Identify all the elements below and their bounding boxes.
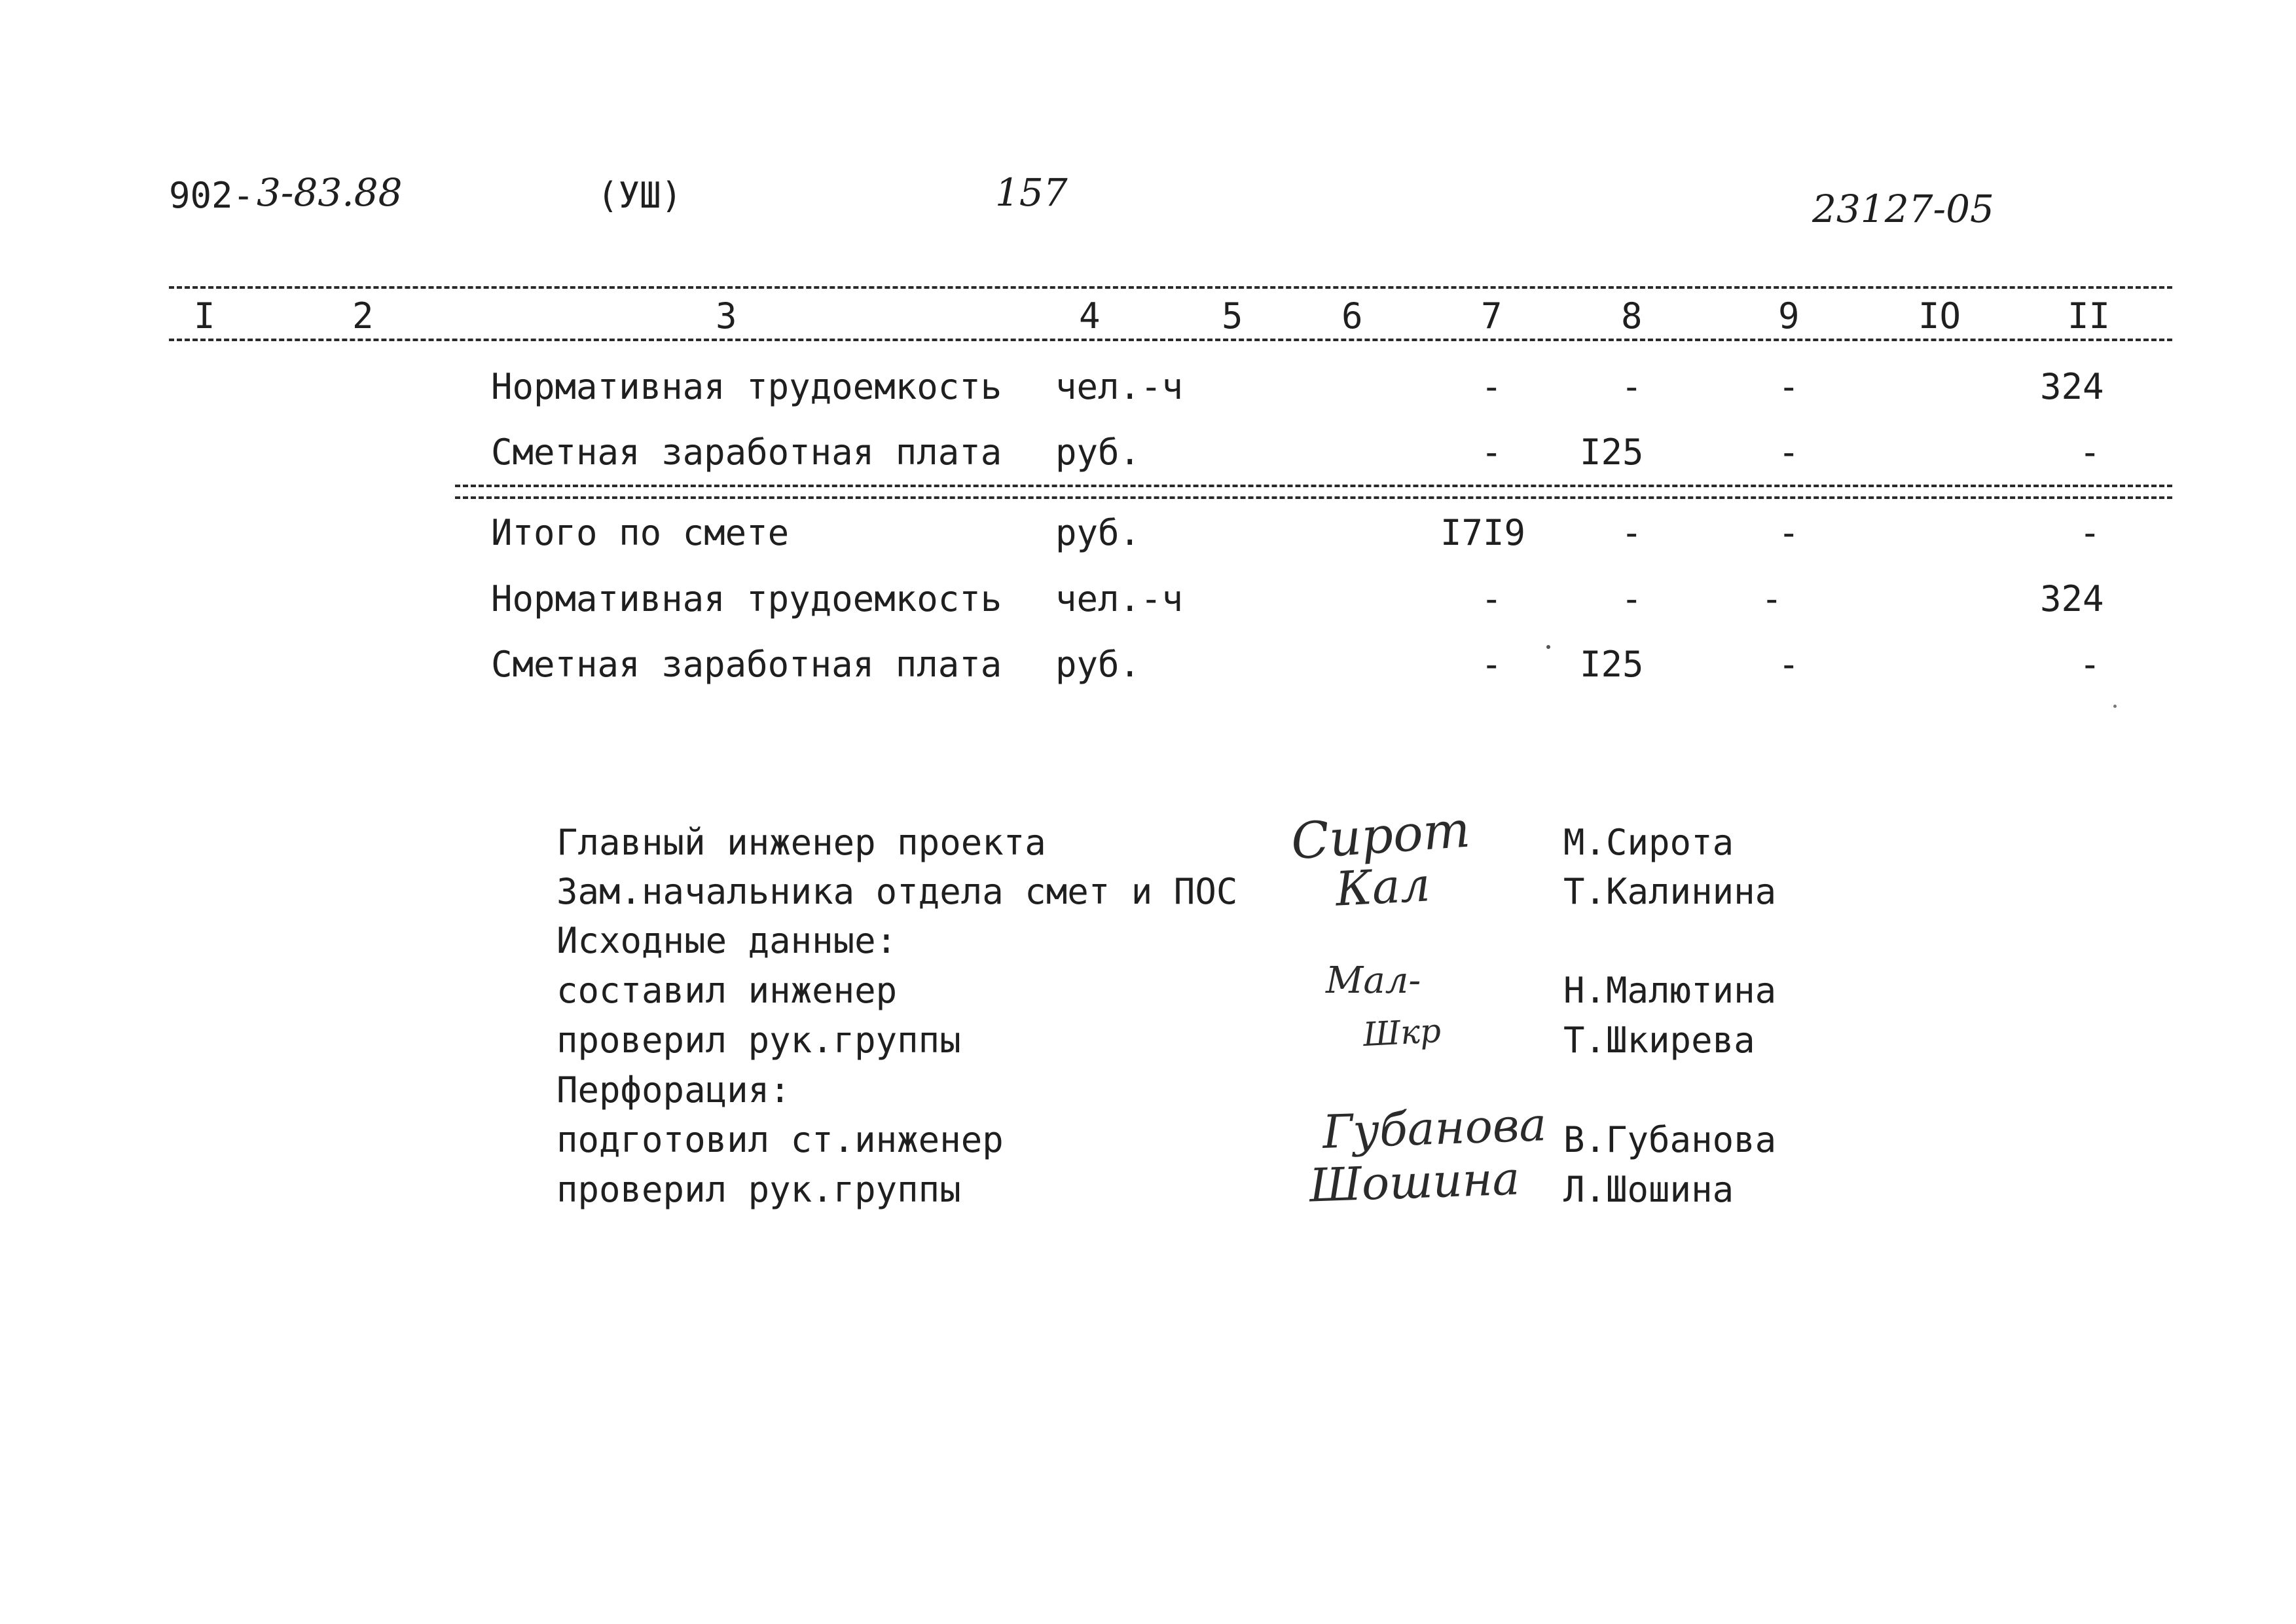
cell-col7: -: [1481, 578, 1503, 619]
cell-col9: -: [1778, 366, 1800, 407]
column-number: II: [2068, 295, 2111, 337]
column-number: 3: [716, 295, 737, 337]
cell-col7: I7I9: [1440, 512, 1526, 553]
cell-col9: -: [1778, 644, 1800, 685]
row-unit: руб.: [1055, 512, 1141, 553]
column-number: IO: [1918, 295, 1961, 337]
cell-col7: -: [1481, 366, 1503, 407]
section-code: (УШ): [597, 175, 683, 216]
document-code: 902-: [169, 175, 255, 216]
subtotal-rule-top: [455, 485, 2172, 487]
cell-col9: -: [1778, 512, 1800, 553]
cell-col8: -: [1621, 366, 1643, 407]
handwritten-signature: Сирот: [1289, 800, 1472, 871]
cell-col11: -: [2079, 432, 2101, 473]
cell-col8: I25: [1580, 644, 1644, 685]
signature-role: Главный инженер проекта: [556, 822, 1046, 863]
column-number: 7: [1481, 295, 1503, 337]
table-header-rule: [169, 339, 2172, 341]
row-unit: чел.-ч: [1055, 578, 1184, 619]
handwritten-signature: Губанова: [1321, 1098, 1548, 1159]
handwritten-signature: Шошина: [1308, 1151, 1521, 1213]
handwritten-signature: Мал-: [1326, 959, 1421, 1002]
signature-role: подготовил ст.инженер: [556, 1119, 1004, 1160]
cell-col11: -: [2079, 512, 2101, 553]
column-number: 8: [1621, 295, 1643, 337]
signature-role: Перфорация:: [556, 1069, 791, 1111]
cell-col7: -: [1481, 644, 1503, 685]
row-name: Нормативная трудоемкость: [491, 366, 1002, 407]
scan-speck: [1546, 645, 1550, 649]
row-unit: руб.: [1055, 432, 1141, 473]
row-name: Итого по смете: [491, 512, 790, 553]
column-number: 9: [1778, 295, 1800, 337]
signatory-name: Т.Калинина: [1563, 871, 1777, 912]
row-unit: руб.: [1055, 644, 1141, 685]
cell-col11: -: [2079, 644, 2101, 685]
cell-col9: -: [1761, 578, 1783, 619]
row-name: Нормативная трудоемкость: [491, 578, 1002, 619]
row-name: Сметная заработная плата: [491, 432, 1002, 473]
signature-role: проверил рук.группы: [556, 1020, 961, 1061]
cell-col8: -: [1621, 578, 1643, 619]
cell-col11: 324: [2040, 366, 2104, 407]
signature-role: проверил рук.группы: [556, 1169, 961, 1210]
cell-col7: -: [1481, 432, 1503, 473]
signature-role: составил инженер: [556, 970, 898, 1011]
cell-col8: -: [1621, 512, 1643, 553]
column-number: 5: [1222, 295, 1243, 337]
column-number: I: [194, 295, 215, 337]
page-number: 157: [995, 170, 1068, 215]
handwritten-signature: Шкр: [1362, 1011, 1442, 1054]
signatory-name: Н.Малютина: [1563, 970, 1777, 1011]
column-number: 4: [1079, 295, 1101, 337]
signature-role: Зам.начальника отдела смет и ПОС: [556, 871, 1238, 912]
row-name: Сметная заработная плата: [491, 644, 1002, 685]
signatory-name: Т.Шкирева: [1563, 1020, 1755, 1061]
table-top-rule: [169, 286, 2172, 289]
row-unit: чел.-ч: [1055, 366, 1184, 407]
cell-col11: 324: [2040, 578, 2104, 619]
column-number: 6: [1341, 295, 1363, 337]
signatory-name: М.Сирота: [1563, 822, 1734, 863]
signatory-name: Л.Шошина: [1563, 1169, 1734, 1210]
cell-col9: -: [1778, 432, 1800, 473]
signature-role: Исходные данные:: [556, 920, 898, 961]
cell-col8: I25: [1580, 432, 1644, 473]
document-id: 23127-05: [1812, 187, 1994, 231]
column-number: 2: [352, 295, 374, 337]
subtotal-rule-bottom: [455, 496, 2172, 499]
signatory-name: В.Губанова: [1563, 1119, 1777, 1160]
document-code-handwritten: 3-83.88: [257, 170, 403, 215]
handwritten-signature: Кал: [1334, 857, 1432, 917]
scan-speck: [2113, 705, 2117, 708]
